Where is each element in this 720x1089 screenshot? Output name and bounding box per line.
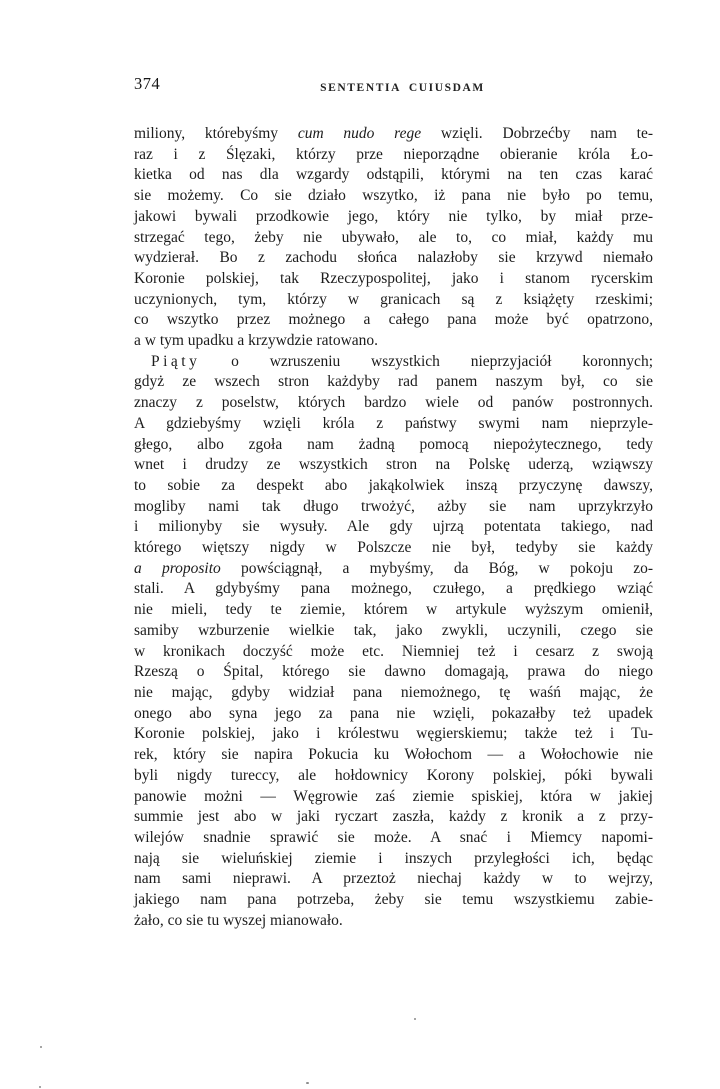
text-line: byli nigdy tureccy, ale hołdownicy Korony polskiej, póki bywali: [134, 766, 653, 784]
text-line: gdyż ze wszech stron każdyby rad panem naszym był, co sie: [134, 373, 653, 391]
text-line: wilejów snadnie sprawić sie może. A snać i Miemcy napomi-: [134, 828, 653, 846]
text-line: żało, co sie tu wyszej mianowało.: [134, 911, 343, 929]
text-line: samiby wzburzenie wielkie tak, jako zwykli, uczynili, czego sie: [134, 621, 653, 639]
text-line: onego abo syna jego za pana nie wzięli, pokazałby też upadek: [134, 704, 653, 722]
text-line: nają sie wieluńskiej ziemie i inszych przyległości ich, będąc: [134, 849, 653, 867]
text-line: Piąty o wzruszeniu wszystkich nieprzyjaciół koronnych;: [151, 352, 653, 370]
text-line: A gdziebyśmy wzięli króla z państwy swymi nam nieprzyle-: [134, 414, 653, 432]
text-line: uczynionych, tym, którzy w granicach są z książęty rzeskimi;: [134, 290, 653, 308]
page-number: 374: [134, 74, 161, 93]
scan-speck: [414, 1018, 416, 1020]
scan-speck: [39, 1086, 41, 1088]
text-line: nam sami nieprawi. A przeztoż niechaj każdy w to wejrzy,: [134, 870, 653, 888]
running-header: SENTENTIA CUIUSDAM: [320, 82, 485, 94]
text-line: i milionyby sie wysuły. Ale gdy ujrzą potentata takiego, nad: [134, 518, 653, 536]
text-line: Koronie polskiej, tak Rzeczypospolitej, jako i stanom rycerskim: [134, 269, 653, 287]
text-line: stali. A gdybyśmy pana możnego, czułego, a prędkiego wziąć: [134, 580, 653, 598]
text-line: którego więtszy nigdy w Polszcze nie był, tedyby sie każdy: [134, 539, 653, 557]
text-line: raz i z Ślęzaki, którzy prze nieporządne obieranie króla Ło-: [134, 145, 653, 163]
text-line: wydzierał. Bo z zachodu słońca nalazłoby sie krzywd niemało: [134, 249, 653, 267]
scan-speck: [40, 1046, 42, 1048]
text-line: rek, który sie napira Pokucia ku Wołochom — a Wołochowie nie: [134, 746, 653, 764]
text-line: Rzeszą o Śpital, którego sie dawno domagają, prawa do niego: [134, 663, 653, 681]
text-line: jakowi bywali przodkowie jego, który nie tylko, by miał prze-: [134, 207, 653, 225]
text-line: wnet i drudzy ze wszystkich stron na Polskę uderzą, wziąwszy: [134, 456, 653, 474]
text-line: a w tym upadku a krzywdzie ratowano.: [134, 332, 379, 350]
scan-speck: [306, 1082, 309, 1084]
text-line: kietka od nas dla wzgardy odstąpili, którymi na ten czas karać: [134, 166, 653, 184]
text-line: a proposito powściągnął, a mybyśmy, da Bóg, w pokoju zo-: [134, 559, 653, 577]
text-line: mogliby nami tak długo trwożyć, ażby sie nam uprzykrzyło: [134, 497, 653, 515]
text-line: strzegać tego, żeby nie ubywało, ale to, co miał, każdy mu: [134, 228, 653, 246]
text-line: nie mieli, tedy te ziemie, którem w artykule wyższym omienił,: [134, 601, 653, 619]
text-line: summie jest abo w jaki ryczart zaszła, każdy z kronik a z przy-: [134, 808, 653, 826]
text-line: jakiego nam pana potrzeba, żeby sie temu wszystkiemu zabie-: [134, 891, 653, 909]
text-line: panowie możni — Węgrowie zaś ziemie spiskiej, która w jakiej: [134, 787, 653, 805]
text-line: znaczy z poselstw, których bardzo wiele od panów postronnych.: [134, 394, 653, 412]
text-line: w kronikach doczyść może etc. Niemniej też i cesarz z swoją: [134, 642, 653, 660]
text-line: głego, albo zgoła nam żadną pomocą niepożytecznego, tedy: [134, 435, 653, 453]
text-block: [134, 124, 653, 931]
text-line: co wszytko przez możnego a całego pana może być opatrzono,: [134, 311, 653, 329]
text-line: nie mając, gdyby widział pana niemożnego, tę waśń mając, że: [134, 683, 653, 701]
text-line: miliony, którebyśmy cum nudo rege wzięli. Dobrzećby nam te-: [134, 125, 654, 142]
text-line: sie możemy. Co sie działo wszytko, iż pana nie było po temu,: [134, 187, 653, 205]
text-line: Koronie polskiej, jako i królestwu węgierskiemu; także też i Tu-: [134, 725, 653, 743]
text-line: to sobie za despekt abo jakąkolwiek inszą przyczynę dawszy,: [134, 476, 653, 494]
